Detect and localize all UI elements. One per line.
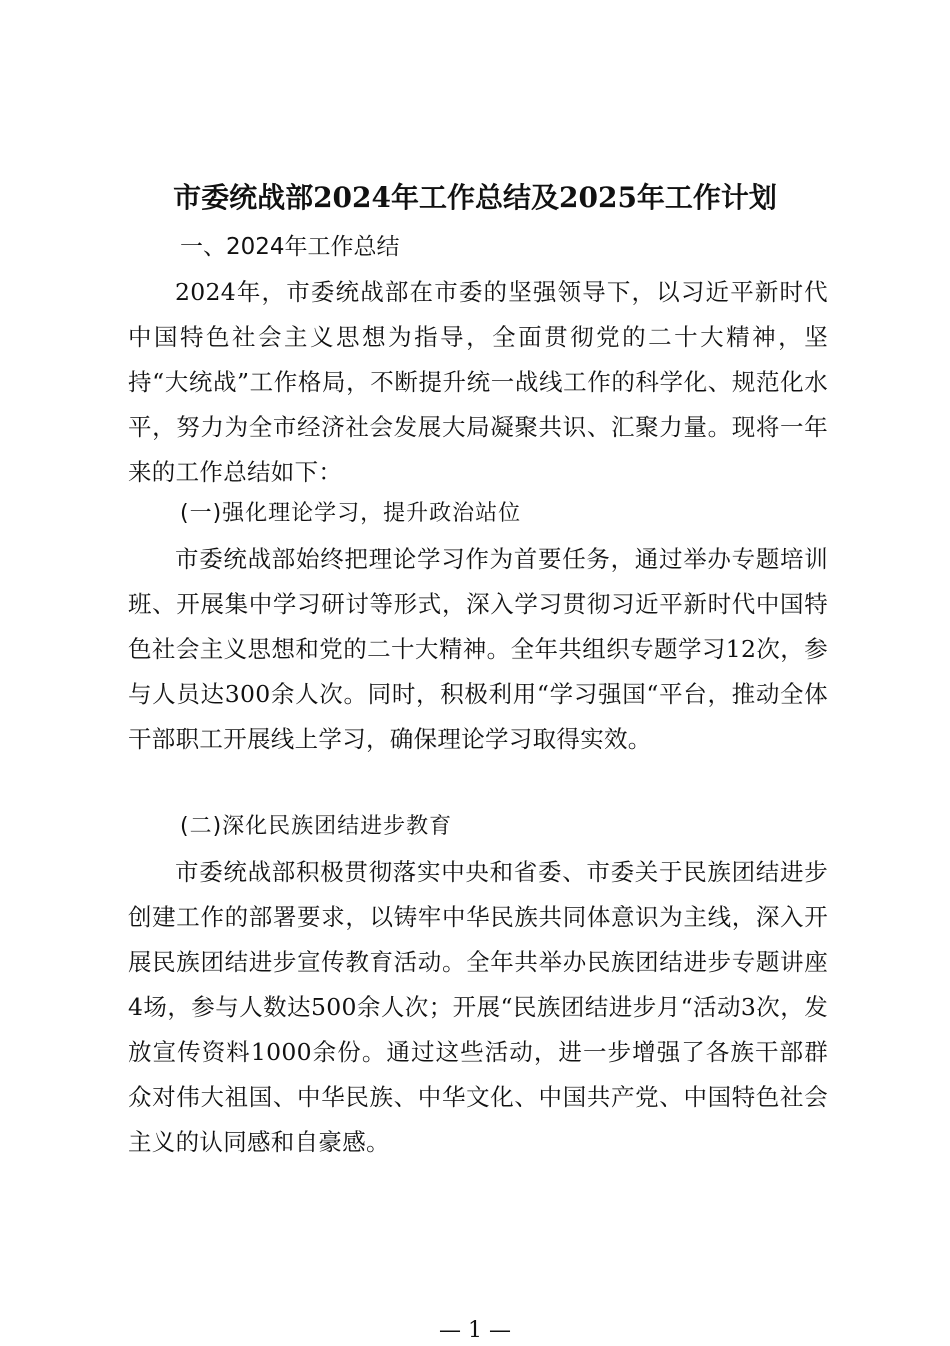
document-title: 市委统战部2024年工作总结及2025年工作计划 xyxy=(173,181,777,214)
subsection-heading-2: (二)深化民族团结进步教育 xyxy=(180,814,453,839)
subsection-paragraph-1: 市委统战部始终把理论学习作为首要任务，通过举办专题培训班、开展集中学习研讨等形式，深入学习贯彻习近平新时代中国特色社会主义思想和党的二十大精神。全年共组织专题学习12次，参与人员达300余人次。同时，积极利用“学习强国“平台，推动全体干部职工开展线上学习，确保理论学习取得实效。 xyxy=(128,545,828,753)
subsection-heading-1: (一)强化理论学习，提升政治站位 xyxy=(180,501,522,526)
intro-paragraph: 2024年，市委统战部在市委的坚强领导下，以习近平新时代中国特色社会主义思想为指导，全面贯彻党的二十大精神，坚持“大统战”工作格局，不断提升统一战线工作的科学化、规范化水平，努力为全市经济社会发展大局凝聚共识、汇聚力量。现将一年来的工作总结如下： xyxy=(128,278,828,486)
subsection-paragraph-2: 市委统战部积极贯彻落实中央和省委、市委关于民族团结进步创建工作的部署要求，以铸牢中华民族共同体意识为主线，深入开展民族团结进步宣传教育活动。全年共举办民族团结进步专题讲座4场，参与人数达500余人次；开展“民族团结进步月“活动3次，发放宣传资料1000余份。通过这些活动，进一步增强了各族干部群众对伟大祖国、中华民族、中华文化、中国共产党、中国特色社会主义的认同感和自豪感。 xyxy=(128,858,828,1156)
section-heading: 一、2024年工作总结 xyxy=(180,234,400,260)
page-number: — 1 — xyxy=(439,1318,511,1343)
